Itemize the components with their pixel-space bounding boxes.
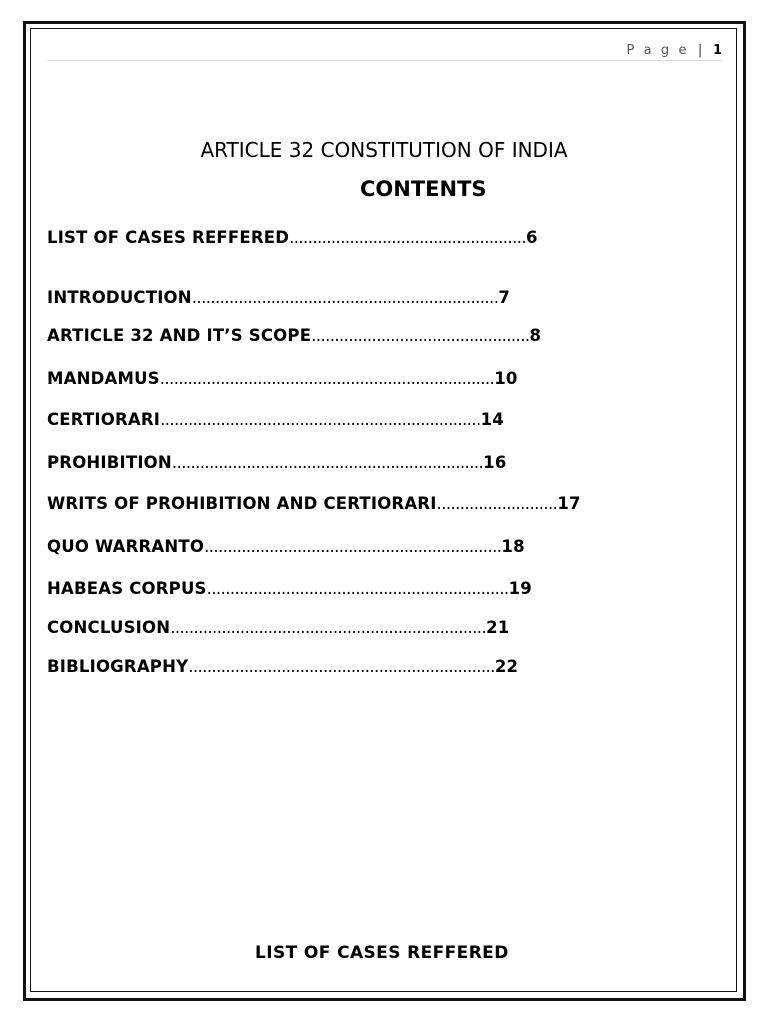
toc-page: 8 [529, 326, 542, 345]
toc-entry [47, 453, 507, 472]
toc-page: 19 [508, 579, 532, 598]
page-number: 1 [712, 43, 722, 58]
page-header [626, 43, 722, 58]
section-heading-cases: LIST OF CASES REFFERED [255, 943, 509, 963]
toc-leader: ................................................... [289, 228, 526, 247]
document-title: ARTICLE 32 CONSTITUTION OF INDIA [200, 138, 568, 162]
toc-label: LIST OF CASES REFFERED [47, 228, 290, 247]
toc-page: 7 [498, 288, 511, 307]
toc-entry [47, 657, 518, 676]
toc-entry [47, 579, 532, 598]
toc-leader: ............................................... [311, 326, 530, 345]
toc-page: 17 [557, 494, 581, 513]
toc-leader: .................................................................... [170, 618, 487, 637]
toc-label: BIBLIOGRAPHY [47, 657, 189, 676]
toc-leader: ................................................................. [206, 579, 509, 598]
page-label: P a g e [626, 43, 690, 58]
contents-heading: CONTENTS [360, 177, 487, 201]
toc-leader: ..................................................................... [160, 410, 481, 429]
toc-leader: .......................... [436, 494, 558, 513]
toc-leader: ................................................................... [171, 453, 484, 472]
toc-leader: ........................................................................ [159, 369, 495, 388]
toc-label: CERTIORARI [47, 410, 161, 429]
toc-label: WRITS OF PROHIBITION AND CERTIORARI [47, 494, 437, 513]
toc-page: 10 [494, 369, 518, 388]
toc-entry [47, 410, 504, 429]
header-rule [47, 60, 722, 61]
toc-entry [47, 288, 510, 307]
toc-label: INTRODUCTION [47, 288, 192, 307]
toc-page: 21 [486, 618, 510, 637]
toc-entry [47, 326, 541, 345]
toc-entry [47, 537, 525, 556]
toc-page: 16 [483, 453, 507, 472]
toc-page: 14 [480, 410, 504, 429]
toc-leader: .................................................................. [188, 657, 495, 676]
toc-page: 18 [501, 537, 525, 556]
toc-entry [47, 618, 509, 637]
toc-label: CONCLUSION [47, 618, 171, 637]
toc-page: 6 [526, 228, 538, 247]
toc-label: ARTICLE 32 AND IT’S SCOPE [47, 326, 312, 345]
toc-leader: ................................................................ [204, 537, 502, 556]
page-separator: | [697, 43, 703, 58]
toc-label: PROHIBITION [47, 453, 172, 472]
toc-label: QUO WARRANTO [47, 537, 205, 556]
toc-label: MANDAMUS [47, 369, 160, 388]
toc-entry [47, 494, 581, 513]
toc-label: HABEAS CORPUS [47, 579, 207, 598]
toc-entry [47, 369, 518, 388]
toc-entry [47, 228, 538, 247]
toc-page: 22 [494, 657, 519, 676]
toc-leader: .................................................................. [191, 288, 499, 307]
